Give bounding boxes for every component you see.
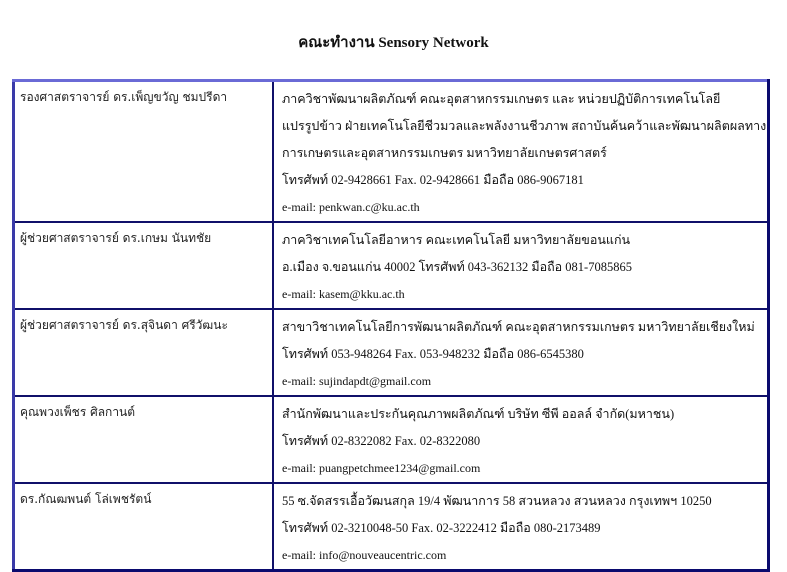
phone-line: โทรศัพท์ 053-948264 Fax. 053-948232 มือถือ 086-6545380 <box>282 347 584 361</box>
email-line: e-mail: penkwan.c@ku.ac.th <box>282 200 420 214</box>
phone-line: อ.เมือง จ.ขอนแก่น 40002 โทรศัพท์ 043-362132 มือถือ 081-7085865 <box>282 260 632 274</box>
page-title: คณะทำงาน Sensory Network <box>298 35 489 51</box>
member-name: คุณพวงเพ็ชร ศิลกานต์ <box>14 396 274 483</box>
email-line: e-mail: info@nouveaucentric.com <box>282 548 447 562</box>
affiliation-line: แปรรูปข้าว ฝ่ายเทคโนโลยีชีวมวลและพลังงานชีวภาพ สถาบันค้นคว้าและพัฒนาผลิตผลทาง <box>282 119 767 133</box>
email-line: e-mail: kasem@kku.ac.th <box>282 287 405 301</box>
member-name: ผู้ช่วยศาสตราจารย์ ดร.สุจินดา ศรีวัฒนะ <box>14 309 274 396</box>
contacts-table <box>12 79 770 572</box>
member-name: ดร.กัณฒพนต์ โล่เพชรัตน์ <box>14 483 274 571</box>
affiliation-line: สาขาวิชาเทคโนโลยีการพัฒนาผลิตภัณฑ์ คณะอุตสาหกรรมเกษตร มหาวิทยาลัยเชียงใหม่ <box>282 320 755 334</box>
affiliation-line: ภาควิชาพัฒนาผลิตภัณฑ์ คณะอุตสาหกรรมเกษตร และ หน่วยปฏิบัติการเทคโนโลยี <box>282 92 721 106</box>
table-row <box>14 396 769 483</box>
table-row <box>14 81 769 223</box>
member-info <box>273 483 769 571</box>
member-info <box>273 396 769 483</box>
address-line: 55 ซ.จัดสรรเอื้อวัฒนสกุล 19/4 พัฒนาการ 58 สวนหลวง สวนหลวง กรุงเทพฯ 10250 <box>282 494 712 508</box>
phone-line: โทรศัพท์ 02-9428661 Fax. 02-9428661 มือถือ 086-9067181 <box>282 173 584 187</box>
affiliation-line: สำนักพัฒนาและประกันคุณภาพผลิตภัณฑ์ บริษัท ซีพี ออลล์ จำกัด(มหาชน) <box>282 407 675 421</box>
member-name: รองศาสตราจารย์ ดร.เพ็ญขวัญ ชมปรีดา <box>14 81 274 223</box>
member-info <box>273 81 769 223</box>
member-info <box>273 222 769 309</box>
affiliation-line: การเกษตรและอุตสาหกรรมเกษตร มหาวิทยาลัยเกษตรศาสตร์ <box>282 146 607 160</box>
email-line: e-mail: puangpetchmee1234@gmail.com <box>282 461 481 475</box>
member-name: ผู้ช่วยศาสตราจารย์ ดร.เกษม นันทชัย <box>14 222 274 309</box>
phone-line: โทรศัพท์ 02-8322082 Fax. 02-8322080 <box>282 434 481 448</box>
table-row <box>14 222 769 309</box>
phone-line: โทรศัพท์ 02-3210048-50 Fax. 02-3222412 มือถือ 080-2173489 <box>282 521 601 535</box>
email-line: e-mail: sujindapdt@gmail.com <box>282 374 432 388</box>
affiliation-line: ภาควิชาเทคโนโลยีอาหาร คณะเทคโนโลยี มหาวิทยาลัยขอนแก่น <box>282 233 631 247</box>
table-row <box>14 309 769 396</box>
table-row <box>14 483 769 571</box>
member-info <box>273 309 769 396</box>
